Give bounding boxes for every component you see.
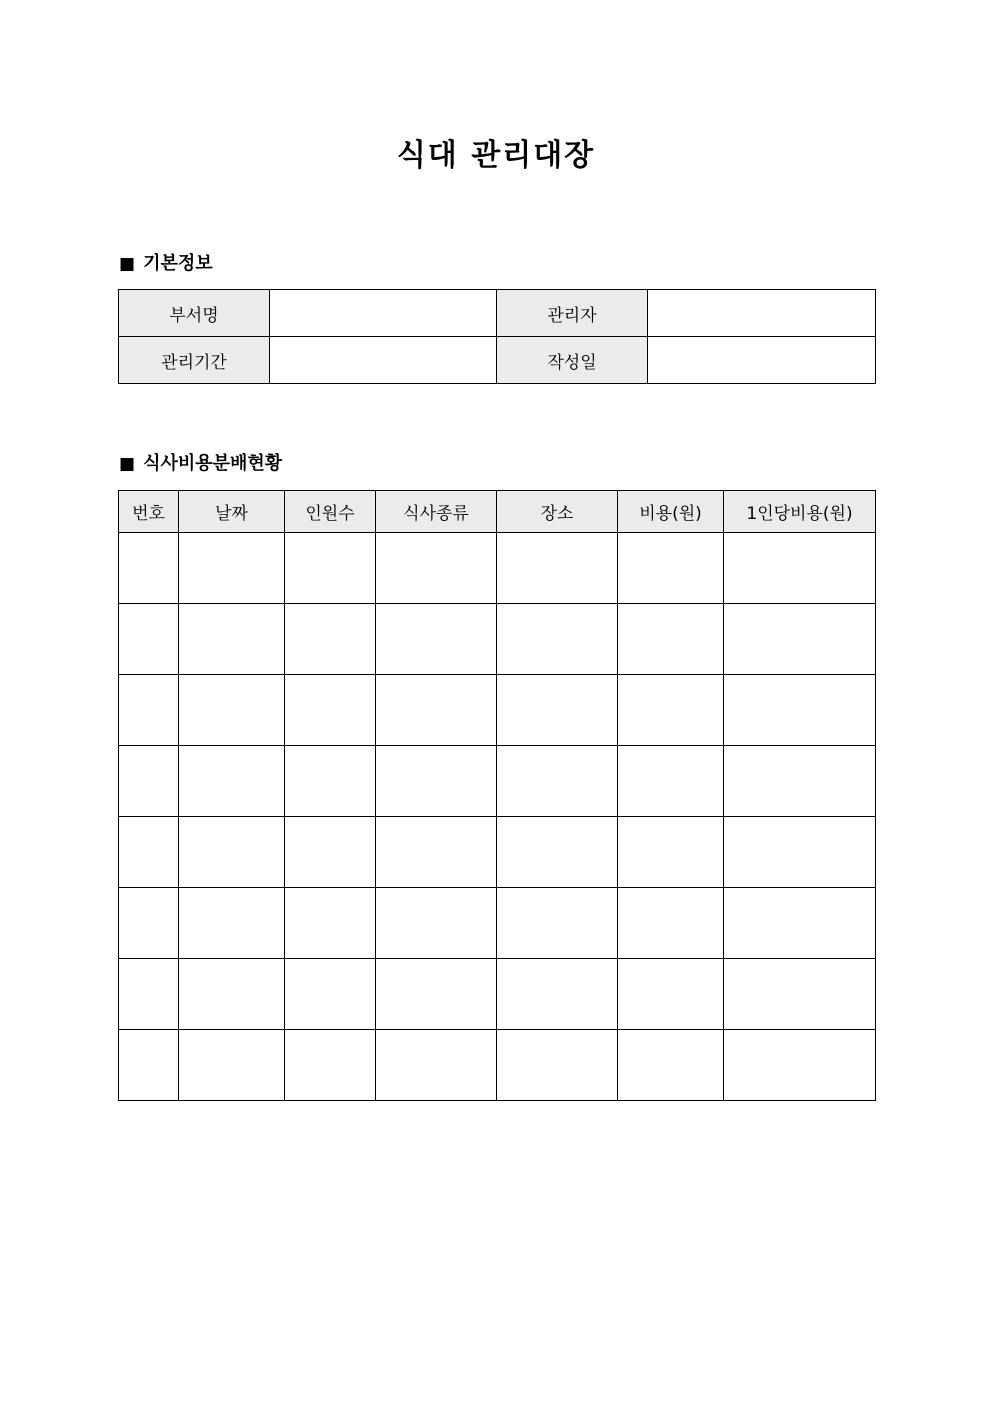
written-date-label: 작성일 — [497, 337, 648, 384]
headcount-cell[interactable] — [285, 817, 376, 888]
meal-cost-heading — [119, 451, 282, 477]
cost-per-person-cell[interactable] — [724, 1030, 876, 1101]
table-row — [119, 746, 876, 817]
document-title: 식대 관리대장 — [396, 138, 596, 173]
place-cell[interactable] — [497, 888, 618, 959]
basic-info-table — [118, 289, 876, 384]
period-field[interactable] — [270, 337, 497, 384]
basic-info-heading — [119, 251, 213, 277]
meal-type-cell[interactable] — [376, 675, 497, 746]
meal-type-cell[interactable] — [376, 604, 497, 675]
column-header-cost-per-person: 1인당비용(원) — [724, 491, 876, 533]
date-cell[interactable] — [179, 604, 285, 675]
meal-type-cell[interactable] — [376, 746, 497, 817]
basic-info-row — [119, 337, 876, 384]
cost-cell[interactable] — [618, 604, 724, 675]
headcount-cell[interactable] — [285, 888, 376, 959]
column-header-place: 장소 — [497, 491, 618, 533]
headcount-cell[interactable] — [285, 604, 376, 675]
column-header-meal-type: 식사종류 — [376, 491, 497, 533]
date-cell[interactable] — [179, 959, 285, 1030]
department-label: 부서명 — [119, 290, 270, 337]
manager-label: 관리자 — [497, 290, 648, 337]
column-header-number: 번호 — [119, 491, 179, 533]
manager-field[interactable] — [648, 290, 876, 337]
headcount-cell[interactable] — [285, 1030, 376, 1101]
number-cell[interactable] — [119, 533, 179, 604]
number-cell[interactable] — [119, 888, 179, 959]
square-bullet-icon: ■ — [119, 454, 136, 474]
meal-type-cell[interactable] — [376, 533, 497, 604]
cost-cell[interactable] — [618, 746, 724, 817]
table-row — [119, 604, 876, 675]
table-row — [119, 1030, 876, 1101]
cost-per-person-cell[interactable] — [724, 888, 876, 959]
date-cell[interactable] — [179, 746, 285, 817]
table-row — [119, 959, 876, 1030]
cost-cell[interactable] — [618, 817, 724, 888]
basic-info-row — [119, 290, 876, 337]
date-cell[interactable] — [179, 1030, 285, 1101]
department-field[interactable] — [270, 290, 497, 337]
cost-cell[interactable] — [618, 533, 724, 604]
place-cell[interactable] — [497, 675, 618, 746]
place-cell[interactable] — [497, 533, 618, 604]
column-header-date: 날짜 — [179, 491, 285, 533]
number-cell[interactable] — [119, 746, 179, 817]
headcount-cell[interactable] — [285, 746, 376, 817]
cost-cell[interactable] — [618, 888, 724, 959]
table-row — [119, 888, 876, 959]
period-label: 관리기간 — [119, 337, 270, 384]
meal-type-cell[interactable] — [376, 888, 497, 959]
place-cell[interactable] — [497, 817, 618, 888]
meal-cost-header-row — [119, 491, 876, 533]
cost-per-person-cell[interactable] — [724, 675, 876, 746]
number-cell[interactable] — [119, 1030, 179, 1101]
meal-type-cell[interactable] — [376, 959, 497, 1030]
meal-cost-heading-text: 식사비용분배현황 — [143, 453, 283, 474]
date-cell[interactable] — [179, 675, 285, 746]
date-cell[interactable] — [179, 533, 285, 604]
meal-type-cell[interactable] — [376, 1030, 497, 1101]
cost-cell[interactable] — [618, 959, 724, 1030]
table-row — [119, 675, 876, 746]
place-cell[interactable] — [497, 604, 618, 675]
number-cell[interactable] — [119, 959, 179, 1030]
headcount-cell[interactable] — [285, 675, 376, 746]
table-row — [119, 533, 876, 604]
headcount-cell[interactable] — [285, 959, 376, 1030]
cost-per-person-cell[interactable] — [724, 746, 876, 817]
place-cell[interactable] — [497, 1030, 618, 1101]
number-cell[interactable] — [119, 604, 179, 675]
square-bullet-icon: ■ — [119, 254, 136, 274]
date-cell[interactable] — [179, 817, 285, 888]
table-row — [119, 817, 876, 888]
column-header-headcount: 인원수 — [285, 491, 376, 533]
meal-type-cell[interactable] — [376, 817, 497, 888]
cost-per-person-cell[interactable] — [724, 817, 876, 888]
date-cell[interactable] — [179, 888, 285, 959]
basic-info-heading-text: 기본정보 — [143, 253, 213, 274]
cost-cell[interactable] — [618, 1030, 724, 1101]
written-date-field[interactable] — [648, 337, 876, 384]
headcount-cell[interactable] — [285, 533, 376, 604]
meal-cost-table — [118, 490, 876, 1101]
number-cell[interactable] — [119, 817, 179, 888]
place-cell[interactable] — [497, 959, 618, 1030]
place-cell[interactable] — [497, 746, 618, 817]
cost-per-person-cell[interactable] — [724, 533, 876, 604]
number-cell[interactable] — [119, 675, 179, 746]
column-header-cost: 비용(원) — [618, 491, 724, 533]
meal-cost-table-body — [119, 533, 876, 1101]
cost-per-person-cell[interactable] — [724, 604, 876, 675]
cost-cell[interactable] — [618, 675, 724, 746]
cost-per-person-cell[interactable] — [724, 959, 876, 1030]
